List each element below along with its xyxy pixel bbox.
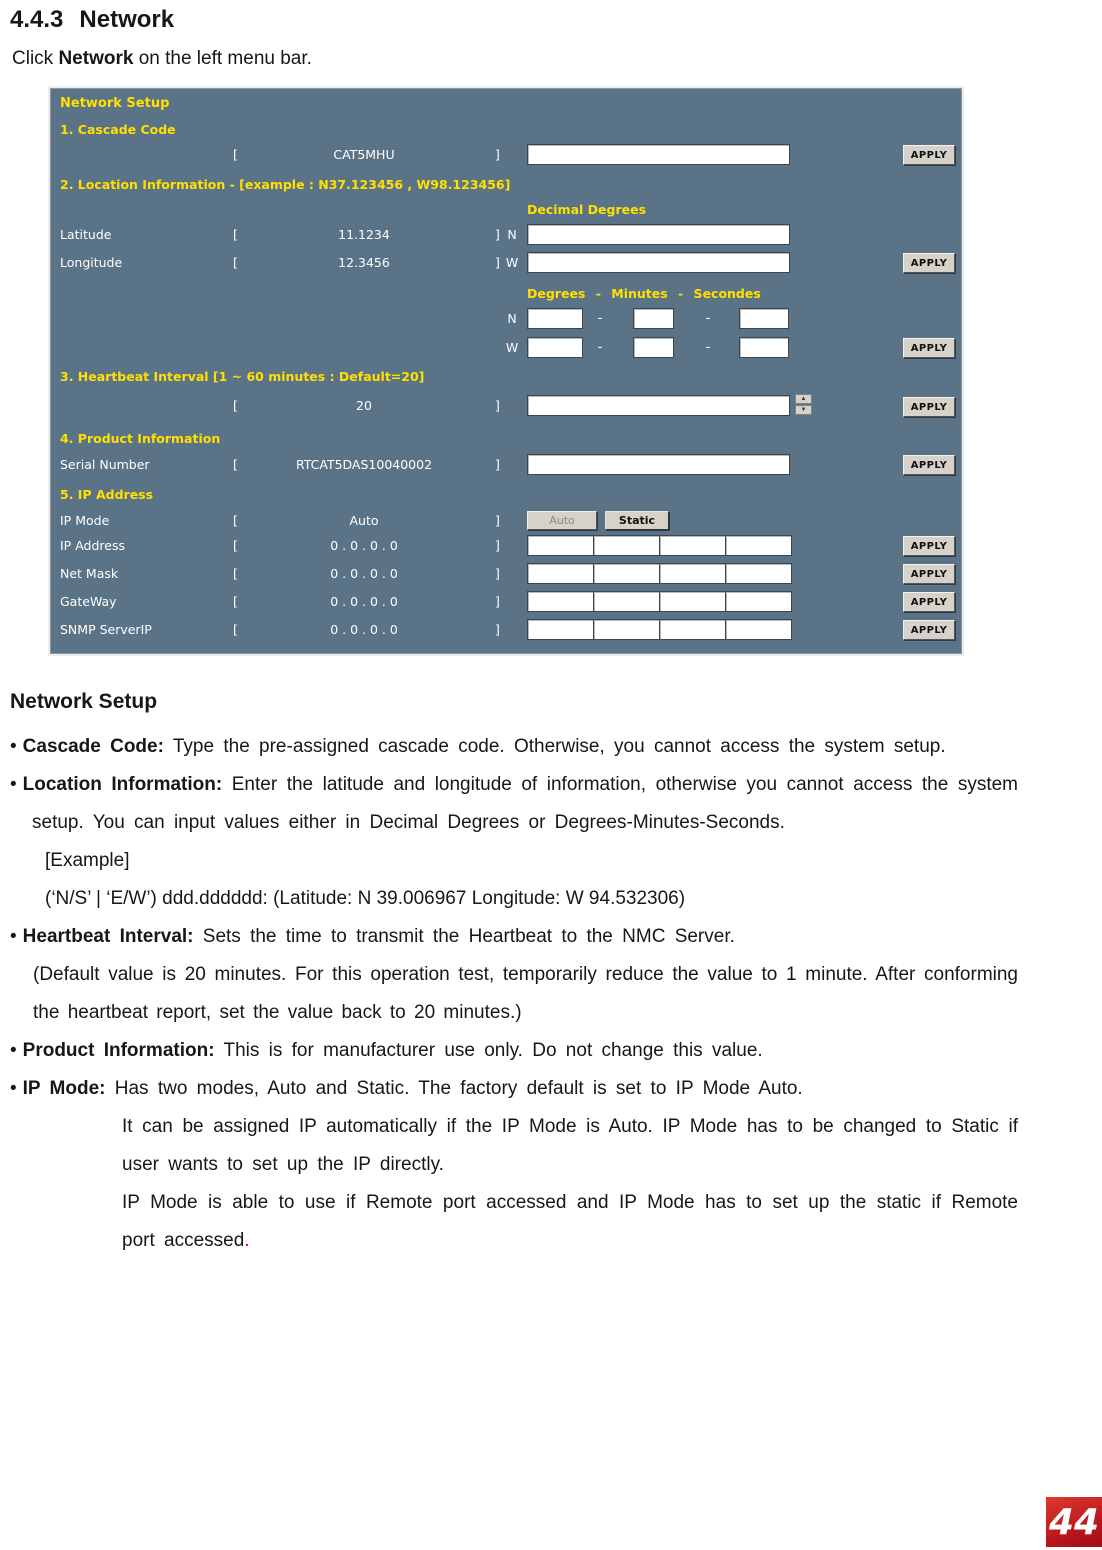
bracket-close: ] (495, 457, 500, 472)
ip-mode-bullet-label: IP Mode: (22, 1078, 106, 1099)
apply-button-serial[interactable]: APPLY (903, 455, 955, 475)
cascade-section-heading: 1. Cascade Code (60, 122, 176, 137)
cascade-bullet-text: Type the pre-assigned cascade code. Otherwise, you cannot access the system setup. (172, 736, 946, 757)
gateway-octet-3-input[interactable] (659, 591, 726, 612)
snmp-octet-3-input[interactable] (659, 619, 726, 640)
bracket-open: [ (233, 457, 238, 472)
snmp-row-value: 0 . 0 . 0 . 0 (330, 622, 398, 637)
section-title: Network (79, 6, 175, 33)
bracket-close: ] (495, 147, 500, 162)
apply-button-gateway[interactable]: APPLY (903, 592, 955, 612)
ip-address-row-value: 0 . 0 . 0 . 0 (330, 538, 398, 553)
ip-address-octet-3-input[interactable] (659, 535, 726, 556)
dms-w-direction-label: W (505, 340, 519, 355)
bullet-ip-mode (10, 1070, 1018, 1108)
spinner-down-icon[interactable]: ▼ (795, 405, 812, 415)
ip-mode-static-button[interactable]: Static (605, 511, 669, 530)
red-period: . (244, 1230, 250, 1251)
dms-n-degrees-input[interactable] (527, 308, 583, 329)
bracket-close: ] (495, 622, 500, 637)
dms-w-minutes-input[interactable] (633, 337, 674, 358)
dms-n-minutes-input[interactable] (633, 308, 674, 329)
bracket-close: ] (495, 538, 500, 553)
net-mask-octet-2-input[interactable] (593, 563, 660, 584)
section-number: 4.4.3 (10, 6, 64, 33)
snmp-octet-1-input[interactable] (527, 619, 594, 640)
heartbeat-note: (Default value is 20 minutes. For this operation test, temporarily reduce the value to 1 minute. After conforming the heartbeat report, set the value back to 20 minutes.) (33, 964, 1018, 1023)
product-bullet-text: This is for manufacturer use only. Do not change this value. (223, 1040, 763, 1061)
serial-number-label: Serial Number (60, 457, 150, 472)
apply-button-decimal-degrees[interactable]: APPLY (903, 253, 955, 273)
ip-section-heading: 5. IP Address (60, 487, 154, 502)
bracket-open: [ (233, 566, 238, 581)
bullet-heartbeat-interval (10, 918, 1018, 956)
bullet-marker: • (10, 1040, 17, 1061)
panel-title: Network Setup (60, 96, 170, 111)
bracket-close: ] (495, 566, 500, 581)
ip-mode-auto-button[interactable]: Auto (527, 511, 597, 530)
cascade-bullet-label: Cascade Code: (22, 736, 164, 757)
longitude-value: 12.3456 (338, 255, 390, 270)
net-mask-octet-4-input[interactable] (725, 563, 792, 584)
dms-dash: - (705, 311, 711, 326)
gateway-octet-group (527, 591, 792, 612)
bullet-marker: • (10, 1078, 17, 1099)
bracket-open: [ (233, 622, 238, 637)
location-bullet-text: Enter the latitude and longitude of information, otherwise you cannot access the system setup. You can input values either in Decimal Degrees or Degrees-Minutes-Seconds. (32, 774, 1018, 833)
ip-address-octet-1-input[interactable] (527, 535, 594, 556)
apply-button-dms[interactable]: APPLY (903, 338, 955, 358)
product-section-heading: 4. Product Information (60, 431, 221, 446)
intro-post: on the left menu bar. (138, 48, 312, 69)
longitude-direction-label: W (505, 255, 519, 270)
gateway-octet-2-input[interactable] (593, 591, 660, 612)
network-setup-subheading: Network Setup (10, 690, 158, 713)
latitude-value: 11.1234 (338, 227, 390, 242)
page-number: 44 (1048, 1501, 1100, 1543)
heartbeat-section-heading: 3. Heartbeat Interval [1 ~ 60 minutes : Default=20] (60, 369, 425, 384)
bracket-open: [ (233, 398, 238, 413)
intro-paragraph (12, 48, 1018, 70)
gateway-row-value: 0 . 0 . 0 . 0 (330, 594, 398, 609)
ip-mode-label: IP Mode (60, 513, 110, 528)
dms-label: Degrees - Minutes - Secondes (527, 286, 761, 301)
example-label: [Example] (45, 850, 130, 871)
apply-button-ip-address[interactable]: APPLY (903, 536, 955, 556)
ip-address-octet-4-input[interactable] (725, 535, 792, 556)
bracket-open: [ (233, 538, 238, 553)
ip-address-octet-2-input[interactable] (593, 535, 660, 556)
intro-bold: Network (58, 48, 134, 69)
dms-dash: - (597, 340, 603, 355)
net-mask-row-value: 0 . 0 . 0 . 0 (330, 566, 398, 581)
example-text: (‘N/S’ | ‘E/W’) ddd.dddddd: (Latitude: N 39.006967 Longitude: W 94.532306) (45, 888, 686, 909)
bracket-close: ] (495, 513, 500, 528)
dms-dash: - (597, 311, 603, 326)
location-bullet-label: Location Information: (22, 774, 223, 795)
snmp-octet-group (527, 619, 792, 640)
bullet-marker: • (10, 736, 17, 757)
bracket-close: ] (495, 398, 500, 413)
page-number-badge (1046, 1497, 1102, 1547)
bullet-marker: • (10, 926, 17, 947)
longitude-label: Longitude (60, 255, 123, 270)
gateway-row-label: GateWay (60, 594, 117, 609)
bullet-cascade-code (10, 728, 1018, 766)
dms-dash: - (705, 340, 711, 355)
apply-button-heartbeat[interactable]: APPLY (903, 397, 955, 417)
heartbeat-bullet-label: Heartbeat Interval: (22, 926, 194, 947)
longitude-decimal-input[interactable] (527, 252, 790, 273)
heartbeat-value: 20 (356, 398, 372, 413)
cascade-code-value: CAT5MHU (333, 147, 395, 162)
bullet-product-information (10, 1032, 1018, 1070)
serial-number-input[interactable] (527, 454, 790, 475)
snmp-octet-2-input[interactable] (593, 619, 660, 640)
bracket-open: [ (233, 227, 238, 242)
apply-button-net-mask[interactable]: APPLY (903, 564, 955, 584)
ip-mode-paragraph-1: It can be assigned IP automatically if the IP Mode is Auto. IP Mode has to be changed to Static if user wants to set up the IP directly. (122, 1116, 1018, 1175)
ip-mode-value: Auto (349, 513, 379, 528)
bracket-close: ] (495, 594, 500, 609)
snmp-octet-4-input[interactable] (725, 619, 792, 640)
heartbeat-input[interactable] (527, 395, 790, 416)
ip-mode-paragraph-2 (10, 1184, 1018, 1260)
bullet-location-information (10, 766, 1018, 842)
net-mask-octet-group (527, 563, 792, 584)
intro-pre: Click (12, 48, 54, 69)
latitude-decimal-input[interactable] (527, 224, 790, 245)
ip-mode-bullet-text: Has two modes, Auto and Static. The factory default is set to IP Mode Auto. (114, 1078, 803, 1099)
spinner-up-icon[interactable]: ▲ (795, 394, 812, 404)
snmp-row-label: SNMP ServerIP (60, 622, 152, 637)
latitude-label: Latitude (60, 227, 112, 242)
apply-button-cascade[interactable]: APPLY (903, 145, 955, 165)
serial-number-value: RTCAT5DAS10040002 (295, 457, 433, 472)
section-heading (10, 6, 1018, 34)
gateway-octet-4-input[interactable] (725, 591, 792, 612)
network-setup-screenshot (50, 88, 962, 654)
bracket-open: [ (233, 147, 238, 162)
gateway-octet-1-input[interactable] (527, 591, 594, 612)
ip-mode-paragraph-2-text: IP Mode is able to use if Remote port accessed and IP Mode has to set up the static if Remote port accessed (122, 1192, 1018, 1251)
decimal-degrees-label: Decimal Degrees (527, 202, 647, 217)
bracket-close: ] (495, 255, 500, 270)
dms-n-direction-label: N (507, 311, 517, 326)
location-section-heading: 2. Location Information - [example : N37.123456 , W98.123456] (60, 177, 511, 192)
product-bullet-label: Product Information: (22, 1040, 215, 1061)
heartbeat-bullet-text: Sets the time to transmit the Heartbeat to the NMC Server. (202, 926, 735, 947)
latitude-direction-label: N (507, 227, 517, 242)
bracket-close: ] (495, 227, 500, 242)
bracket-open: [ (233, 513, 238, 528)
cascade-code-input[interactable] (527, 144, 790, 165)
dms-w-seconds-input[interactable] (739, 337, 789, 358)
apply-button-snmp[interactable]: APPLY (903, 620, 955, 640)
net-mask-octet-3-input[interactable] (659, 563, 726, 584)
net-mask-row-label: Net Mask (60, 566, 119, 581)
bracket-open: [ (233, 594, 238, 609)
ip-address-octet-group (527, 535, 792, 556)
dms-n-seconds-input[interactable] (739, 308, 789, 329)
net-mask-octet-1-input[interactable] (527, 563, 594, 584)
bracket-open: [ (233, 255, 238, 270)
bullet-marker: • (10, 774, 17, 795)
ip-address-row-label: IP Address (60, 538, 125, 553)
dms-w-degrees-input[interactable] (527, 337, 583, 358)
